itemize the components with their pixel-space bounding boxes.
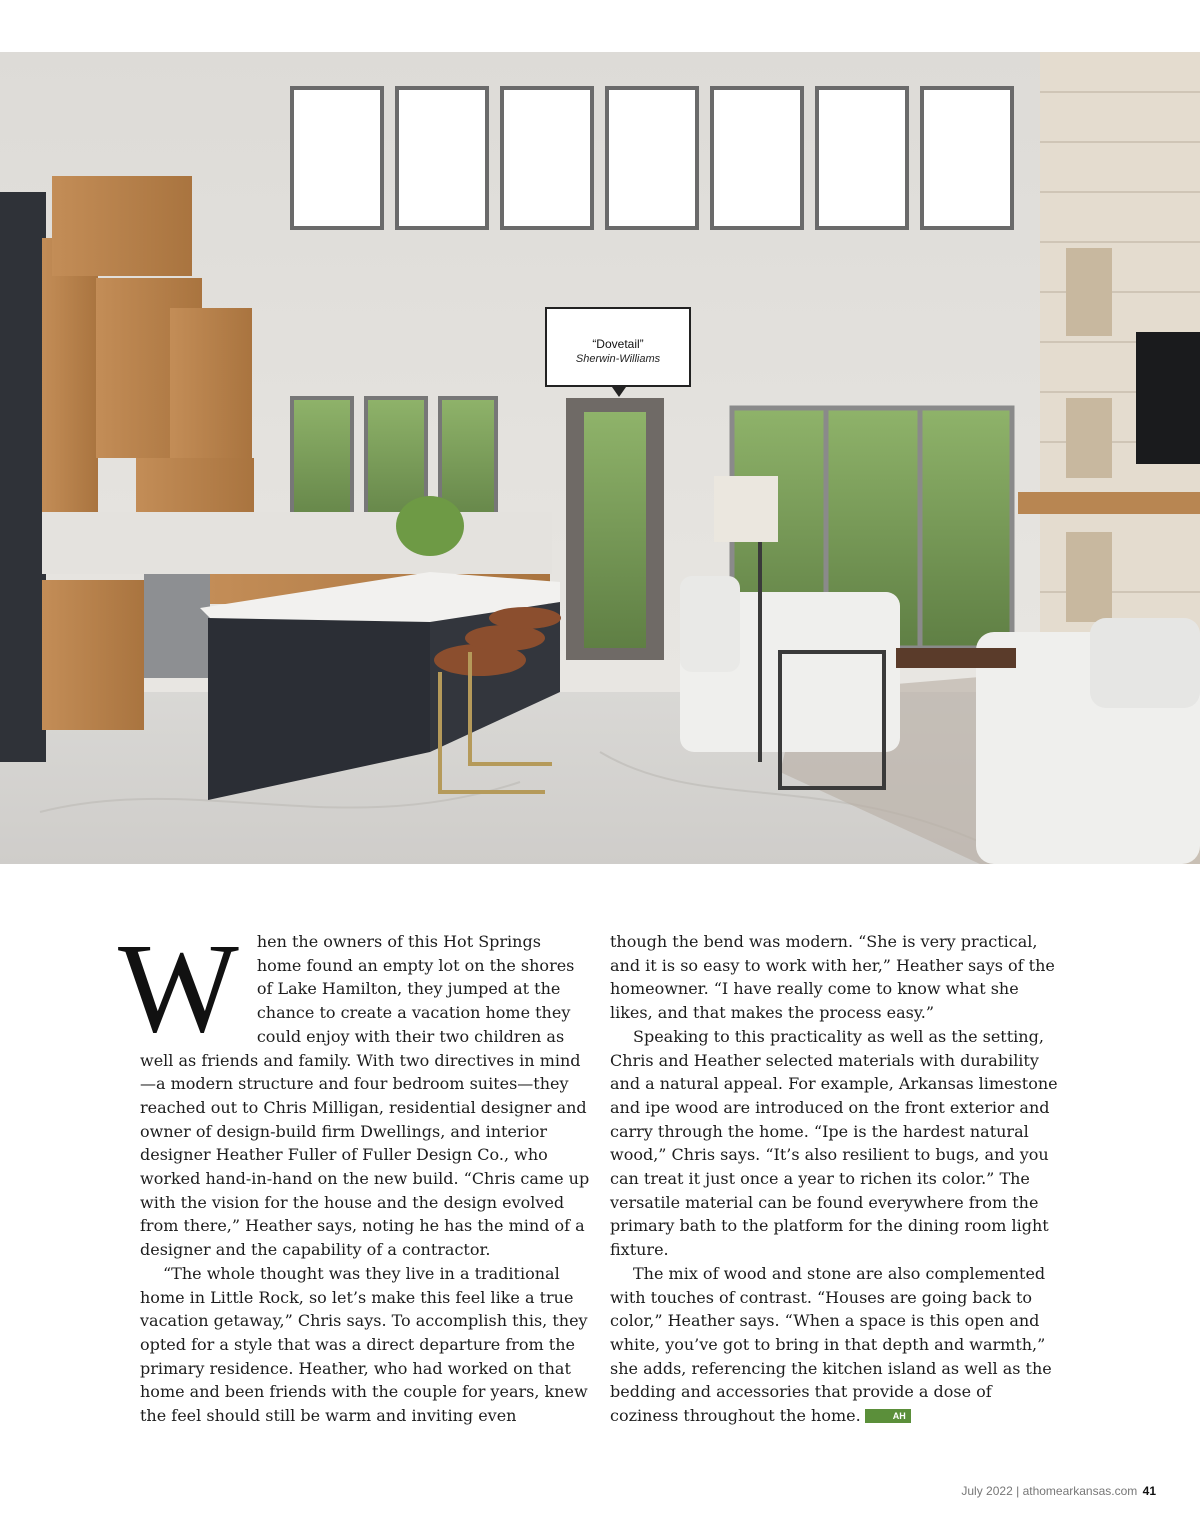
website-link[interactable]: athomearkansas.com [1022, 1484, 1138, 1498]
paragraph-text: hen the owners of this Hot Springs home found an empty lot on the shores of Lake Hamilton, they jumped at the chance to create a vacation home they could enjoy with their two children as well as friends and family. With two directives in mind—a modern structure and four bedroom suites—they reached out to Chris Milligan, residential designer and owner of design-build firm Dwellings, and interior designer Heather Fuller of Fuller Design Co., who worked hand-in-hand on the new build. “Chris came up with the vision for the house and the design evolved from there,” Heather says, noting he has the mind of a designer and the capability of a contractor. [140, 932, 590, 1260]
drop-cap: W [118, 917, 239, 1059]
page-number: 41 [1142, 1484, 1156, 1498]
callout-title: “Dovetail” [592, 337, 644, 351]
callout-subtitle: Sherwin-Williams [575, 353, 661, 365]
paragraph-text: The mix of wood and stone are also complemented with touches of contrast. “Houses are going back to color,” Heather says. “When a space is this open and white, you’ve got to bring in that depth and warmth,” she adds, referencing the kitchen island as well as the bedding and accessories that provide a dose of coziness throughout the home. [610, 1263, 1052, 1426]
article-column-right [610, 930, 1060, 1428]
clerestory-windows [292, 88, 1012, 228]
callout-pointer [612, 387, 626, 397]
photo-illustration [0, 52, 1200, 864]
article-paragraph [610, 1262, 1060, 1428]
article-paragraph: though the bend was modern. “She is very practical, and it is so easy to work with her,” Heather says of the homeowner. “I have really come to know what she likes, and that makes the process easy.” [610, 932, 1055, 1023]
interior-photo [0, 52, 1200, 864]
article-column-left [118, 917, 590, 1428]
article-paragraph: Speaking to this practicality as well as the setting, Chris and Heather selected materials with durability and a natural appeal. For example, Arkansas limestone and ipe wood are introduced on the front exterior and carry through the home. “Ipe is the hardest natural wood,” Chris says. “It’s also resilient to bugs, and you can treat it just once a year to richen its color.” The versatile material can be found everywhere from the primary bath to the platform for the dining room light fixture. [610, 1026, 1058, 1260]
footer-separator: | [1016, 1484, 1020, 1498]
page-footer [961, 1484, 1156, 1498]
end-mark-badge: AH [865, 1409, 911, 1423]
paint-color-callout [545, 307, 691, 387]
issue-date: July 2022 [961, 1484, 1013, 1498]
article-paragraph: “The whole thought was they live in a traditional home in Little Rock, so let’s make this feel like a true vacation getaway,” Chris says. To accomplish this, they opted for a style that was a direct departure from the primary residence. Heather, who had worked on that home and been friends with the couple for years, knew the feel should still be warm and inviting even [140, 1263, 588, 1426]
article-paragraph [118, 917, 590, 1262]
